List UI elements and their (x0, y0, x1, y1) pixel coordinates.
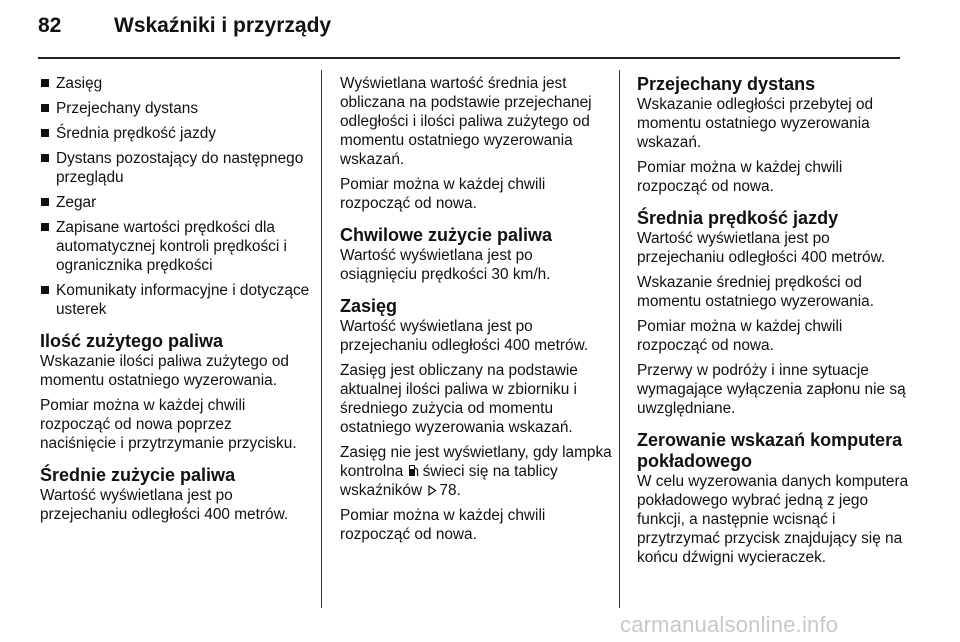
paragraph: Wartość wyświetlana jest po przejechaniu odległości 400 metrów. (340, 318, 589, 354)
section-heading-range: Zasięg (340, 296, 398, 316)
paragraph: Wskazanie odległości przebytej od momentu ostatniego wyzerowania wskazań. (637, 96, 874, 151)
paragraph: Zasięg jest obliczany na podstawie aktualnej ilości paliwa w zbiorniku i średniego zużycia od momentu ostatniego wyzerowania wskazań. (340, 362, 578, 436)
page-header (38, 14, 918, 50)
header-divider (38, 57, 900, 59)
section-heading-avg-consumption: Średnie zużycie paliwa (40, 465, 236, 485)
watermark: carmanualsonline.info (620, 612, 839, 637)
column-3 (637, 74, 909, 573)
text-segment: Zasięg nie jest wyświetlany, gdy lampka kontrolna (340, 444, 612, 480)
list-item: Komunikaty informacyjne i dotyczące usterek (40, 281, 312, 319)
list-item: Średnia prędkość jazdy (40, 124, 312, 143)
list-item: Dystans pozostający do następnego przeglądu (40, 149, 312, 187)
section-heading-fuel-used: Ilość zużytego paliwa (40, 331, 224, 351)
list-item: Zegar (40, 193, 312, 212)
section-heading-avg-speed: Średnia prędkość jazdy (637, 208, 839, 228)
paragraph: Wartość wyświetlana jest po przejechaniu odległości 400 metrów. (40, 487, 289, 523)
paragraph: Pomiar można w każdej chwili rozpocząć od nowa poprzez naciśnięcie i przytrzymanie przycisku. (40, 397, 297, 452)
column-divider-2 (619, 70, 620, 608)
text-segment: świeci się na tablicy wskaźników (340, 463, 558, 499)
page-title: Wskaźniki i przyrządy (114, 14, 332, 37)
column-2 (340, 74, 612, 550)
paragraph: Wartość wyświetlana jest po przejechaniu odległości 400 metrów. (637, 230, 886, 266)
paragraph: Wskazanie ilości paliwa zużytego od momentu ostatniego wyzerowania. (40, 353, 289, 389)
paragraph: Pomiar można w każdej chwili rozpocząć od nowa. (637, 318, 843, 354)
paragraph-with-icon (340, 443, 612, 500)
list-item: Przejechany dystans (40, 99, 312, 118)
section-heading-distance: Przejechany dystans (637, 74, 816, 94)
paragraph: Pomiar można w każdej chwili rozpocząć od nowa. (340, 507, 546, 543)
column-1 (40, 74, 312, 530)
paragraph: Przerwy w podróży i inne sytuacje wymagające wyłączenia zapłonu nie są uwzględniane. (637, 362, 906, 417)
paragraph: Wskazanie średniej prędkości od momentu ostatniego wyzerowania. (637, 274, 874, 310)
list-item: Zasięg (40, 74, 312, 93)
column-divider-1 (321, 70, 322, 608)
page-reference[interactable]: 78. (439, 482, 461, 499)
paragraph: Wyświetlana wartość średnia jest obliczana na podstawie przejechanej odległości i ilości paliwa zużytego od momentu ostatniego wyzerowania wskazań. (340, 75, 592, 168)
feature-list (40, 74, 312, 319)
paragraph: W celu wyzerowania danych komputera pokładowego wybrać jedną z jego funkcji, a następnie wcisnąć i przytrzymać przycisk znajdujący się na końcu dźwigni wycieraczek. (637, 473, 909, 566)
section-heading-instant-consumption: Chwilowe zużycie paliwa (340, 225, 553, 245)
page-number: 82 (38, 14, 62, 37)
paragraph: Pomiar można w każdej chwili rozpocząć od nowa. (637, 159, 843, 195)
section-heading-reset: Zerowanie wskazań komputera pokładowego (637, 430, 903, 471)
paragraph: Pomiar można w każdej chwili rozpocząć od nowa. (340, 176, 546, 212)
paragraph: Wartość wyświetlana jest po osiągnięciu prędkości 30 km/h. (340, 247, 551, 283)
page-reference-icon (428, 485, 437, 496)
list-item: Zapisane wartości prędkości dla automatycznej kontroli prędkości i ogranicznika prędkości (40, 218, 312, 275)
fuel-pump-icon (408, 464, 420, 477)
